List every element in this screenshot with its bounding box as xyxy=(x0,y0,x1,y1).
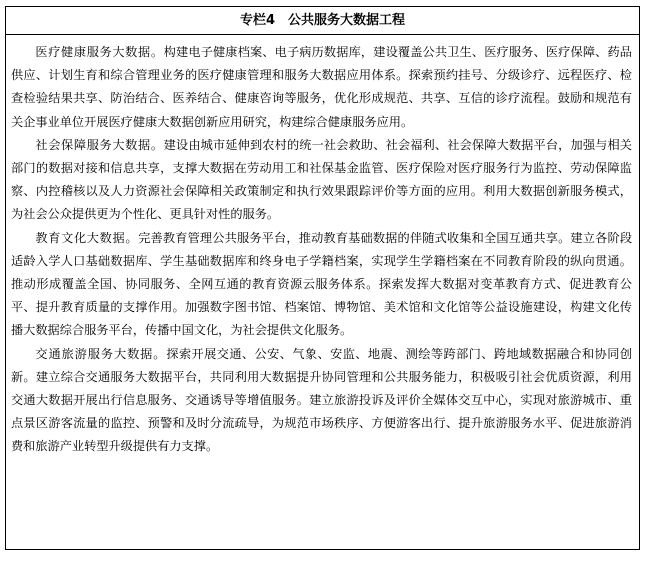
column-box xyxy=(5,6,640,550)
paragraph-lead: 教育文化大数据。 xyxy=(35,230,139,245)
paragraph-text: 构建电子健康档案、电子病历数据库，建设覆盖公共卫生、医疗服务、医疗保障、药品供应、计划生育和综合管理业务的医疗健康管理和服务大数据应用体系。探索预约挂号、分级诊疗、远程医疗、检查检验结果共享、防治结合、医养结合、健康咨询等服务，优化形成规范、共享、互信的诊疗流程。鼓励和规范有关企事业单位开展医疗健康大数据创新应用研究，构建综合健康服务应用。 xyxy=(11,45,632,129)
paragraph-healthcare xyxy=(11,41,632,134)
paragraph-transport-tourism xyxy=(11,343,632,459)
paragraph-lead: 交通旅游服务大数据。 xyxy=(35,346,167,361)
box-title: 专栏4 公共服务大数据工程 xyxy=(6,7,639,35)
paragraph-social-security xyxy=(11,134,632,227)
paragraph-text: 探索开展交通、公安、气象、安监、地震、测绘等跨部门、跨地域数据融合和协同创新。建立综合交通服务大数据平台，共同利用大数据提升协同管理和公共服务能力，积极吸引社会优质资源，利用交通大数据开展出行信息服务、交通诱导等增值服务。建立旅游投诉及评价全媒体交互中心，实现对旅游城市、重点景区游客流量的监控、预警和及时分流疏导，为规范市场秩序、方便游客出行、提升旅游服务水平、促进旅游消费和旅游产业转型升级提供有力支撑。 xyxy=(11,346,633,454)
paragraph-lead: 医疗健康服务大数据。 xyxy=(35,45,164,59)
box-body xyxy=(6,35,639,459)
paragraph-text: 完善教育管理公共服务平台，推动教育基础数据的伴随式收集和全国互通共享。建立各阶段适龄入学人口基础数据库、学生基础数据库和终身电子学籍档案，实现学生学籍档案在不同教育阶段的纵向贯通。推动形成覆盖全国、协同服务、全网互通的教育资源云服务体系。探索发挥大数据对变革教育方式、促进教育公平、提升教育质量的支撑作用。加强数字图书馆、档案馆、博物馆、美术馆和文化馆等公益设施建设，构建文化传播大数据综合服务平台，传播中国文化，为社会提供文化服务。 xyxy=(11,230,633,338)
paragraph-education-culture xyxy=(11,227,632,343)
paragraph-text: 建设由城市延伸到农村的统一社会救助、社会福利、社会保障大数据平台，加强与相关部门的数据对接和信息共享，支撑大数据在劳动用工和社保基金监管、医疗保险对医疗服务行为监控、劳动保障监察、内控稽核以及人力资源社会保障相关政策制定和执行效果跟踪评价等方面的应用。利用大数据创新服务模式，为社会公众提供更为个性化、更具针对性的服务。 xyxy=(11,137,632,222)
paragraph-lead: 社会保障服务大数据。 xyxy=(35,137,164,152)
